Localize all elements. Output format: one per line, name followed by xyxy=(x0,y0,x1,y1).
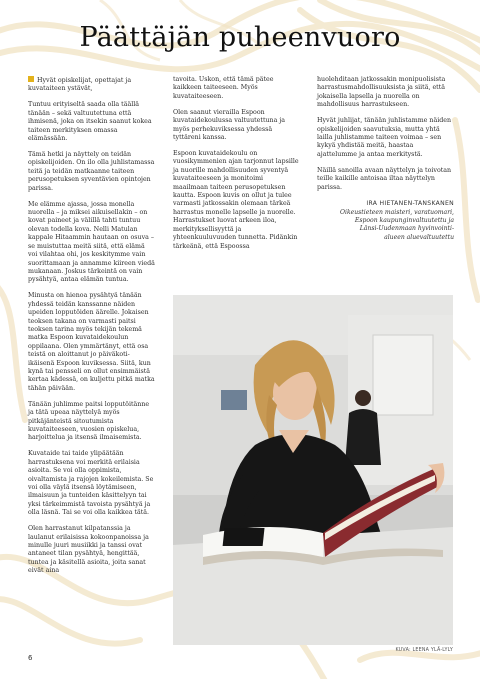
body-paragraph: huolehditaan jatkossakin monipuolisista harrastusmahdollisuuksista ja siitä, että jokaisella lapsella ja nuorella on mahdollisuus harrastukseen. xyxy=(317,76,446,109)
accent-bullet-square xyxy=(28,76,34,82)
body-paragraph: tavoita. Uskon, että tämä pätee kaikkeen taiteeseen. Myös kuvataiteeseen. xyxy=(173,76,274,100)
body-paragraph: Kuvataide tai taide ylipäätään harrastuksena voi merkitä erilaisia asioita. Se voi olla oppimista, oivaltamista ja rajojen kokeilemista. Se voi olla väylä itsensä löytämiseen, ilmaisuun ja tunteiden käsittelyyn tai yksi tärkeimmistä tavoista pysähtyä ja olla läsnä. Tai se voi olla kaikkea tätä. xyxy=(28,450,154,517)
greeting-paragraph xyxy=(28,76,155,94)
article-column-3 xyxy=(317,76,454,242)
paragraph-text: Hyvät opiskelijat, opettajat ja kuvataiteen ystävät, xyxy=(28,77,132,93)
photo-credit: KUVA: LEENA YLÄ-LYLY xyxy=(395,648,453,653)
body-paragraph: Olen saanut vierailla Espoon kuvataidekoulussa valtuutettuna ja myös perhekuviksessa yhdessä tyttäreni kanssa. xyxy=(173,108,286,142)
body-paragraph: Tämä hetki ja näyttely on teidän opiskelijoiden. On ilo olla juhlistamassa teitä ja teidän matkaanne taiteen perusopetuksen syventävien opintojen parissa. xyxy=(28,151,155,192)
body-paragraph: Me elämme ajassa, jossa monella nuorella – ja miksei aikuisellakin – on kovat paineet ja välillä tahti tuntuu olevan todella kova. Nelli Matulan kappale Hitaammin hautaan on osuva – se muistuttaa meitä siitä, että elämä voi vilahtaa ohi, jos keskitymme vain suorittamaan ja annamme kiireen viedä mukanaan. Joskus tärkeintä on vain pysähtyä, antaa elämän tuntua. xyxy=(28,200,155,284)
author-name: IRA HIETANEN-TANSKANEN xyxy=(366,199,454,207)
article-column-2 xyxy=(173,76,300,259)
body-paragraph: Tänään juhlimme paitsi lopputöitänne ja tätä upeaa näyttelyä myös pitkäjänteistä sitoutumista kuvataiteeseen, vuosien opiskelua, harjoittelua ja itsensä ilmaisemista. xyxy=(28,400,150,442)
author-signature xyxy=(317,200,454,242)
body-paragraph: Espoon kuvataidekoulu on vuosikymmenien ajan tarjonnut lapsille ja nuorille mahdollisuuden syventyä kuvataiteeseen ja monitoimi maailmaan taiteen perusopetuksen kautta. Espoon kuvis on ollut ja tulee varmasti jatkossakin olemaan tärkeä harrastus monelle lapselle ja nuorelle. Harrastukset luovat arkeen iloa, merkityksellisyyttä ja yhteenkuuluvuuden tunnetta. Pidänkin tärkeänä, että Espoossa xyxy=(173,150,299,250)
body-paragraph: Näillä sanoilla avaan näyttelyn ja toivotan teille kaikille antoisaa iltaa näyttelyn parissa. xyxy=(317,166,452,191)
page-title: Päättäjän puheenvuoro xyxy=(79,22,401,53)
author-title: Oikeustieteen maisteri, varatuomari, Espoon kaupunginvaltuutettu ja Länsi-Uudenmaan hyvinvointi- alueen aluevaltuutettu xyxy=(340,209,454,241)
author-photo xyxy=(173,295,453,645)
body-paragraph: Olen harrastanut kilpatanssia ja laulanut erilaisissa kokoonpanoissa ja minulle juuri musiikki ja tanssi ovat antaneet tilan pysähtyä, hengittää, tuntea ja käsitellä asioita, joita sanat eivät aina xyxy=(28,525,149,575)
body-paragraph: Tuntuu erityiseltä saada olla täällä tänään – sekä valtuutettuna että ihmisenä, joka on itsekin saanut kokea taiteen merkityksen omassa elämässään. xyxy=(28,101,152,143)
photo-illustration xyxy=(173,295,453,645)
body-paragraph: Minusta on hienoa pysähtyä tänään yhdessä teidän kanssanne näiden upeiden lopputöiden äärelle. Jokaisen teoksen takana on varmasti paitsi teoksen tarina myös tekijän tekemä matka Espoon kuvataidekoulun oppilaana. Olen ymmärtänyt, että osa teistä on aloittanut jo päiväkoti-ikäisenä Espoon kuviksessa. Siitä, kun kynä tai pensseli on ollut ensimmäistä kertaa kädessä, on kuljettu pitkä matka tähän päivään. xyxy=(28,292,155,392)
body-paragraph: Hyvät juhlijat, tänään juhlistamme näiden opiskelijoiden saavutuksia, mutta yhtä lailla juhlistamme taiteen voimaa – sen kykyä yhdistää meitä, haastaa ajattelumme ja antaa merkitystä. xyxy=(317,117,452,158)
page-number: 6 xyxy=(28,654,33,662)
article-column-1 xyxy=(28,76,155,583)
